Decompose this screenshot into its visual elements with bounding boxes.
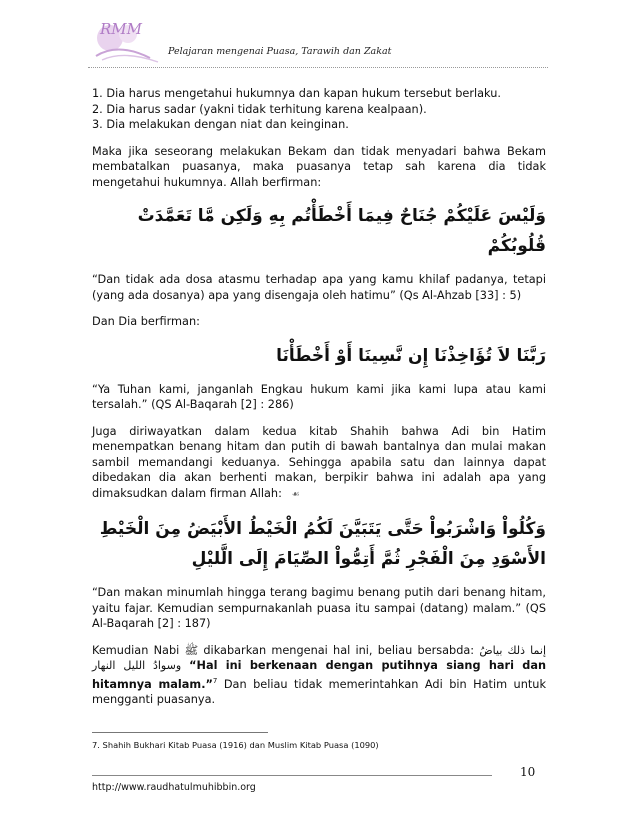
- arabic-verse-al-baqarah-286: رَبَّنَا لاَ تُؤَاخِذْنَا إِن نَّسِينَا أَوْ أَخْطَأْنَا: [276, 345, 546, 366]
- hadith-arabic-part-1: إنما ذلك بياضُ النهار: [92, 643, 546, 672]
- translation-al-baqarah-286: “Ya Tuhan kami, janganlah Engkau hukum kami jika kami lupa atau kami tersalah.” (QS Al-Baqarah [2] : 286): [92, 382, 546, 411]
- footnote-divider: [92, 732, 268, 733]
- honorific-icon: ☙: [291, 489, 300, 500]
- arabic-verse-al-baqarah-187: وَكُلُواْ وَاشْرَبُواْ حَتَّى يَتَبَيَّنَ لَكُمُ الْخَيْطُ الأَبْيَضُ مِنَ الْخَيْطِ الأَسْوَدِ مِنَ الْفَجْرِ ثُمَّ أَتِمُّواْ الصِّيَامَ إِلَى الَّليْلِ: [99, 519, 546, 569]
- footer-url-link[interactable]: http://www.raudhatulmuhibbin.org: [92, 782, 256, 793]
- logo-text: RMM: [100, 20, 143, 38]
- header-title: Pelajaran mengenai Puasa, Tarawih dan Zakat: [168, 46, 392, 57]
- paragraph-dan-dia-berfirman: Dan Dia berfirman:: [92, 315, 200, 328]
- page-number: 10: [520, 765, 536, 779]
- paragraph-bekam: Maka jika seseorang melakukan Bekam dan tidak menyadari bahwa Bekam membatalkan puasanya, maka puasanya tetap sah karena dia tidak mengetahui hukumnya. Allah berfirman:: [92, 144, 546, 189]
- paragraph-adi-bin-hatim-text: Juga diriwayatkan dalam kedua kitab Shahih bahwa Adi bin Hatim menempatkan benang hitam dan putih di bawah bantalnya dan mulai makan sambil memandangi keduanya. Sehingga apabila satu dan lainnya dapat dibedakan dia akan berhenti makan, berpikir bahwa ini adalah apa yang dimaksudkan dalam firman Allah:: [92, 424, 546, 500]
- page-content: [92, 86, 546, 707]
- translation-al-ahzab: “Dan tidak ada dosa atasmu terhadap apa yang kamu khilaf padanya, tetapi (yang ada dosanya) apa yang disengaja oleh hatimu” (Qs Al-Ahzab [33] : 5): [92, 273, 546, 302]
- hadith-arabic-part-2: وسوادُ الليل: [123, 659, 182, 672]
- list-item-3: 3. Dia melakukan dengan niat dan keinginan.: [92, 118, 349, 131]
- hadith-intro: Kemudian Nabi ﷺ dikabarkan mengenai hal ini, beliau bersabda:: [92, 643, 475, 657]
- list-item-1: 1. Dia harus mengetahui hukumnya dan kapan hukum tersebut berlaku.: [92, 87, 501, 100]
- page-header: [88, 12, 548, 68]
- translation-al-baqarah-187: “Dan makan minumlah hingga terang bagimu benang putih dari benang hitam, yaitu fajar. Kemudian sempurnakanlah puasa itu sampai (datang) malam.” (QS Al-Baqarah [2] : 187): [92, 586, 546, 630]
- header-divider: [88, 67, 548, 68]
- list-item-2: 2. Dia harus sadar (yakni tidak terhitung karena kealpaan).: [92, 102, 427, 116]
- footnote-7: 7. Shahih Bukhari Kitab Puasa (1916) dan Muslim Kitab Puasa (1090): [92, 740, 379, 750]
- paragraph-adi-bin-hatim: [92, 424, 546, 504]
- site-logo: [88, 12, 168, 66]
- hadith-rest: Dan beliau tidak memerintahkan Adi bin Hatim untuk mengganti puasanya.: [92, 677, 546, 706]
- footnote-reference: 7: [212, 676, 218, 685]
- hadith-quote: “Hal ini berkenaan dengan putihnya siang hari dan hitamnya malam.”: [92, 659, 546, 691]
- paragraph-hadith: [92, 643, 546, 708]
- arabic-verse-al-ahzab: وَلَيْسَ عَلَيْكُمْ جُنَاحٌ فِيمَا أَخْطَأْتُم بِهِ وَلَكِن مَّا تَعَمَّدَتْ قُلُوبُكُمْ: [137, 206, 546, 256]
- footer-divider: [92, 775, 492, 776]
